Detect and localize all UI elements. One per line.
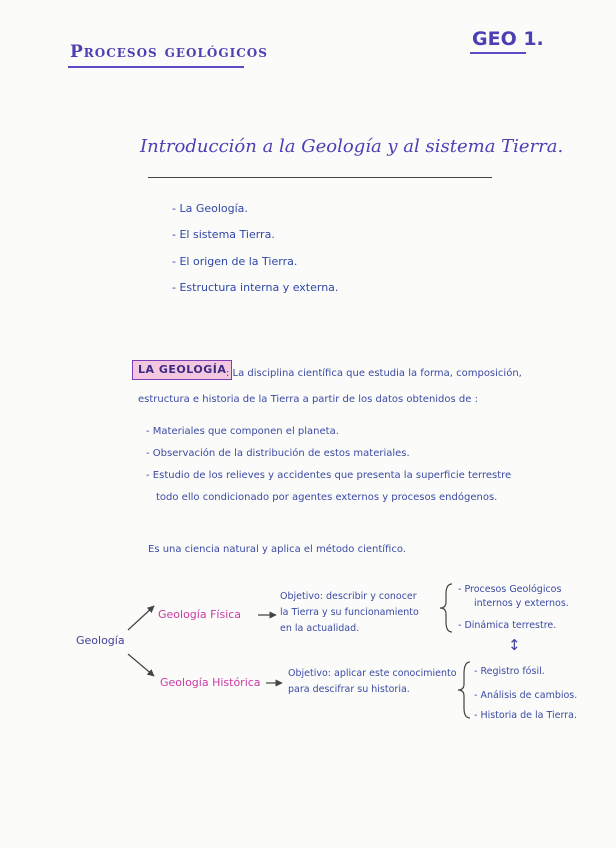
- document-code: GEO 1.: [472, 28, 544, 50]
- physical-objective-line: la Tierra y su funcionamiento: [280, 607, 419, 618]
- historical-item: - Registro fósil.: [474, 666, 545, 677]
- diagram-root: Geología: [76, 634, 125, 647]
- toc-item: - La Geología.: [172, 202, 248, 215]
- physical-objective-line: en la actualidad.: [280, 623, 360, 634]
- definition-bullet: - Materiales que componen el planeta.: [146, 426, 339, 437]
- physical-item: - Dinámica terrestre.: [458, 620, 557, 631]
- definition-line-1: : La disciplina científica que estudia la forma, composición,: [226, 368, 522, 379]
- brace-historical: [458, 662, 470, 718]
- page-title: Introducción a la Geología y al sistema Tierra.: [140, 136, 564, 157]
- arrow-to-physical: [128, 606, 154, 630]
- toc-item: - El origen de la Tierra.: [172, 255, 298, 268]
- definition-bullet: - Estudio de los relieves y accidentes que presenta la superficie terrestre: [146, 470, 512, 481]
- definition-term-highlight: LA GEOLOGÍA: [132, 360, 232, 380]
- link-arrow-icon: ↕: [508, 636, 521, 654]
- branch-physical: Geología Física: [158, 608, 242, 621]
- brace-physical: [440, 584, 452, 632]
- definition-bullet-continuation: todo ello condicionado por agentes externos y procesos endógenos.: [156, 492, 498, 503]
- physical-item-continuation: internos y externos.: [474, 598, 569, 609]
- definition-bullet: - Observación de la distribución de estos materiales.: [146, 448, 410, 459]
- branch-historical: Geología Histórica: [160, 676, 261, 689]
- arrow-to-historical: [128, 654, 154, 676]
- historical-objective-line: para descifrar su historia.: [288, 684, 410, 695]
- course-title: Procesos geológicos: [70, 42, 268, 62]
- definition-line-2: estructura e historia de la Tierra a partir de los datos obtenidos de :: [138, 394, 478, 405]
- physical-objective-line: Objetivo: describir y conocer: [280, 591, 417, 602]
- historical-item: - Análisis de cambios.: [474, 690, 578, 701]
- science-note: Es una ciencia natural y aplica el método científico.: [148, 544, 406, 555]
- toc-item: - Estructura interna y externa.: [172, 281, 339, 294]
- toc-item: - El sistema Tierra.: [172, 228, 275, 241]
- historical-item: - Historia de la Tierra.: [474, 710, 577, 721]
- physical-item: - Procesos Geológicos: [458, 584, 562, 595]
- historical-objective-line: Objetivo: aplicar este conocimiento: [288, 668, 457, 679]
